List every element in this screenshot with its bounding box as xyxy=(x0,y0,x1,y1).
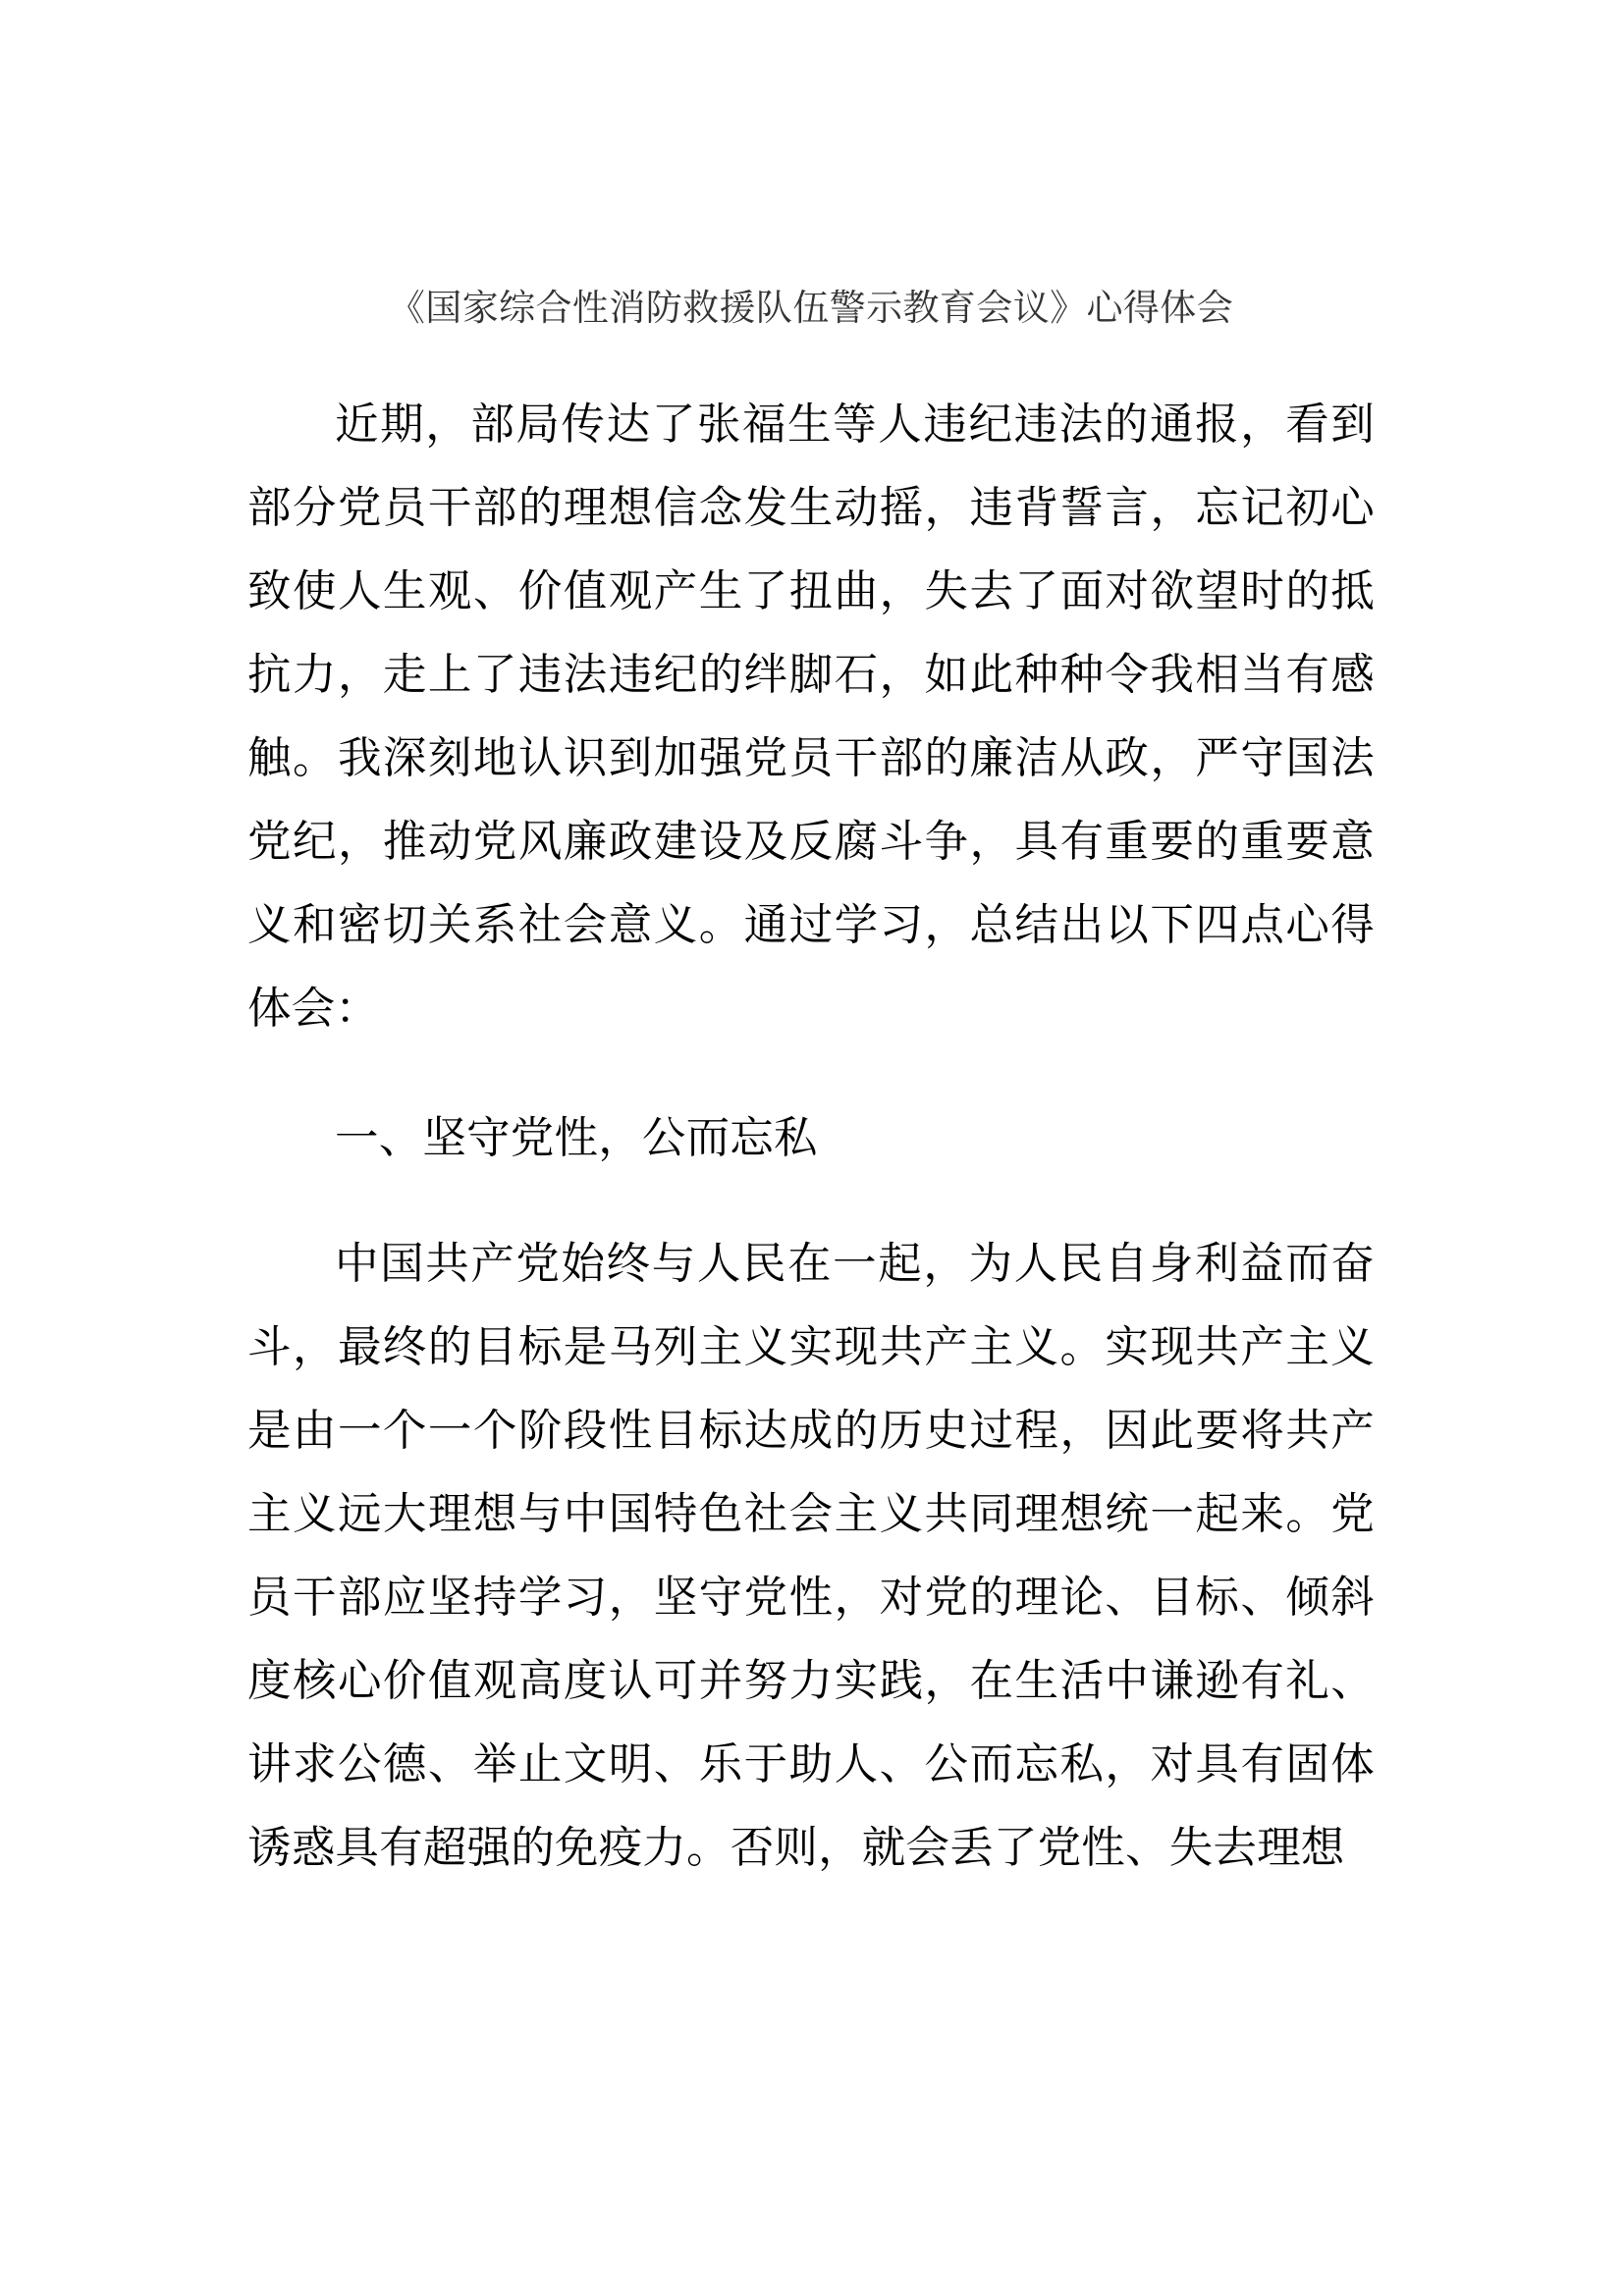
paragraph-intro: 近期，部局传达了张福生等人违纪违法的通报，看到部分党员干部的理想信念发生动摇，违背誓言，忘记初心致使人生观、价值观产生了扭曲，失去了面对欲望时的抵抗力，走上了违法违纪的绊脚石，如此种种令我相当有感触。我深刻地认识到加强党员干部的廉洁从政，严守国法党纪，推动党风廉政建设及反腐斗争，具有重要的重要意义和密切关系社会意义。通过学习，总结出以下四点心得体会： xyxy=(247,400,1375,1033)
document-text-column xyxy=(247,0,1375,1890)
section-heading-one: 一、坚守党性，公而忘私 xyxy=(335,1114,818,1162)
document-title: 《国家综合性消防救援队伍警示教育会议》心得体会 xyxy=(388,288,1234,328)
paragraph-section-one-body: 中国共产党始终与人民在一起，为人民自身利益而奋斗，最终的目标是马列主义实现共产主义。实现共产主义是由一个一个阶段性目标达成的历史过程，因此要将共产主义远大理想与中国特色社会主义共同理想统一起来。党员干部应坚持学习，坚守党性，对党的理论、目标、倾斜度核心价值观高度认可并努力实践，在生活中谦逊有礼、讲求公德、举止文明、乐于助人、公而忘私，对具有固体诱惑具有超强的免疫力。否则，就会丢了党性、失去理想 xyxy=(247,1240,1375,1872)
